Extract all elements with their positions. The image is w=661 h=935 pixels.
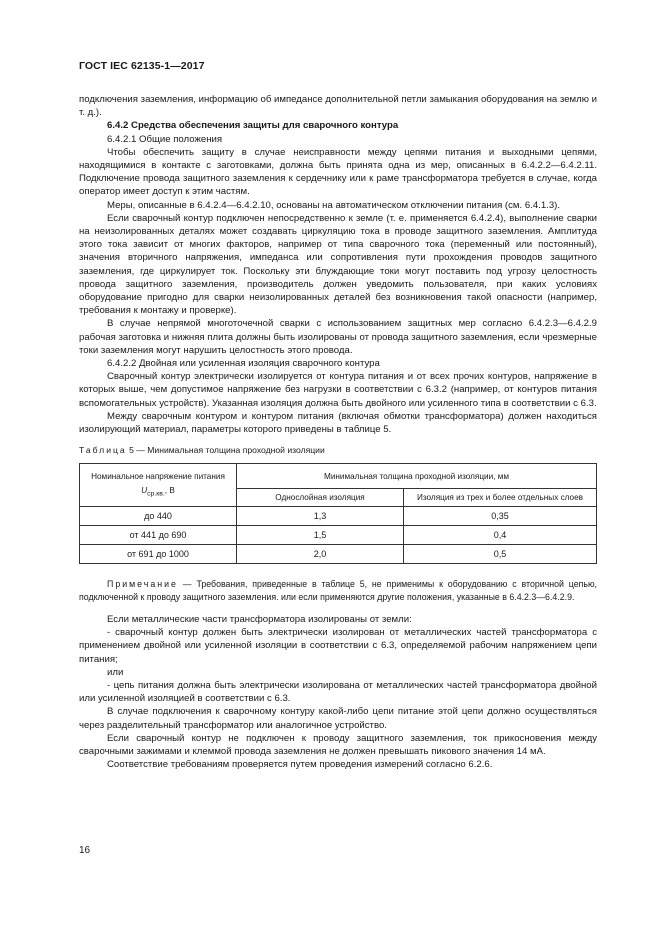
table-note (79, 578, 597, 602)
header-voltage-line2 (83, 484, 233, 501)
header-voltage-line1: Номинальное напряжение питания (91, 472, 225, 482)
paragraph: Между сварочным контуром и контуром питания (включая обмотки трансформатора) должен находиться изолирующий материал, параметры которого приведены в таблице 5. (79, 410, 597, 436)
cell-multi: 0,5 (404, 545, 597, 564)
list-item: - сварочный контур должен быть электрически изолирован от металлических частей трансформатора с применением двойной или усиленной изоляции в соответствии с 6.3, определяемой рабочим напряжением цепи питания; (79, 627, 597, 665)
subsection-heading: 6.4.2.1 Общие положения (107, 133, 223, 145)
table-caption-label: Таблица (79, 445, 127, 456)
table-header-group: Минимальная толщина проходной изоляции, мм (237, 464, 597, 489)
paragraph: Сварочный контур электрически изолируется от контура питания и от всех прочих контуров, напряжение в которых выше, чем допустимое напряжение без нагрузки в соответствии с 6.3.2 (например, от контуров питания вспомогательных устройств). Указанная изоляция должна быть двойного или усиленного типа в соответствии с 6.3. (79, 371, 597, 409)
cell-multi: 0,4 (404, 526, 597, 545)
section-heading (79, 119, 597, 132)
table-row (80, 545, 597, 564)
list-item: - цепь питания должна быть электрически изолирована от металлических частей трансформатора двойной или усиленной изоляцией в соответствии с 6.3. (79, 679, 597, 705)
paragraph: В случае подключения к сварочному контуру какой-либо цепи питание этой цепи должно осуществляться через разделительный трансформатор или аналогичное устройство. (79, 706, 597, 731)
paragraph: Если металлические части трансформатора изолированы от земли: (107, 613, 412, 625)
table-row (80, 507, 597, 526)
section-number: 6.4.2 (107, 120, 129, 132)
note-text: — Требования, приведенные в таблице 5, не применимы к оборудованию с вторичной цепью, подключенной к проводу защитного заземления. или если применяются другие положения, указанные в 6.4.2.3—6.4.2.9. (79, 579, 597, 602)
cell-single: 1,5 (237, 526, 404, 545)
section-title: Средства обеспечения защиты для сварочного контура (131, 120, 399, 132)
subsection-heading: 6.4.2.2 Двойная или усиленная изоляция сварочного контура (107, 358, 380, 370)
voltage-unit: , В (164, 485, 175, 495)
note-label: Примечание (107, 579, 178, 590)
paragraph: В случае непрямой многоточечной сварки с использованием защитных мер согласно 6.4.2.3—6.4.2.9 рабочая заготовка и нижняя плита должны быть изолированы от провода защитного заземления, если чрезмерные токи заземления могут нарушить целостность этого провода. (79, 318, 597, 356)
insulation-table (79, 463, 597, 564)
voltage-symbol: U (141, 485, 148, 495)
page-number: 16 (79, 845, 91, 856)
table-caption (79, 444, 597, 457)
paragraph: Меры, описанные в 6.4.2.4—6.4.2.10, основаны на автоматическом отключении питания (см. 6.4.1.3). (107, 199, 561, 211)
paragraph: Если сварочный контур подключен непосредственно к земле (т. е. применяется 6.4.2.4), выполнение сварки на неизолированных деталях может создавать циркуляцию тока в проводе защитного заземления. Амплитуда этого тока зависит от многих факторов, например от типа сварочного тока (переменный или постоянный), значения вторичного напряжения, импеданса или сопротивления пути прохождения проводов защитного заземления, где циркулирует ток. Поскольку эти блуждающие токи могут поставить под угрозу целостность провода защитного заземления, производитель должен уведомить пользователя, при каких условиях оборудование пригодно для сварки неизолированных деталей без возникновения такой опасности (например, требования к монтажу и проверке). (79, 212, 597, 317)
cell-voltage: от 441 до 690 (80, 526, 237, 545)
cell-single: 2,0 (237, 545, 404, 564)
cell-voltage: до 440 (80, 507, 237, 526)
cell-single: 1,3 (237, 507, 404, 526)
paragraph: подключения заземления, информацию об импедансе дополнительной петли замыкания оборудования на землю и т. д.). (79, 94, 597, 119)
document-header: ГОСТ IEC 62135-1—2017 (79, 60, 205, 72)
body-text (79, 93, 597, 771)
table-caption-text: — Минимальная толщина проходной изоляции (136, 445, 325, 456)
paragraph: Соответствие требованиям проверяется путем проведения измерений согласно 6.2.6. (107, 759, 493, 771)
cell-voltage: от 691 до 1000 (80, 545, 237, 564)
table-header-multi: Изоляция из трех и более отдельных слоев (404, 489, 597, 507)
paragraph: или (107, 666, 124, 678)
paragraph: Чтобы обеспечить защиту в случае неисправности между цепями питания и выходными цепями, находящимися в контакте с заготовками, должна быть принята одна из мер, описанных в 6.4.2.2—6.4.2.11. Подключение провода защитного заземления к сердечнику или к раме трансформатора требуется в случае, когда оператор имеет доступ к этим частям. (79, 146, 597, 198)
table-row (80, 526, 597, 545)
voltage-subscript: ср.кв. (147, 490, 165, 498)
cell-multi: 0,35 (404, 507, 597, 526)
table-header-single: Однослойная изоляция (237, 489, 404, 507)
table-caption-number: 5 (129, 445, 134, 456)
table-header-voltage (80, 464, 237, 507)
paragraph: Если сварочный контур не подключен к проводу защитного заземления, ток прикосновения между сварочными зажимами и клеммой провода заземления не должен превышать пикового значения 14 мА. (79, 732, 597, 757)
